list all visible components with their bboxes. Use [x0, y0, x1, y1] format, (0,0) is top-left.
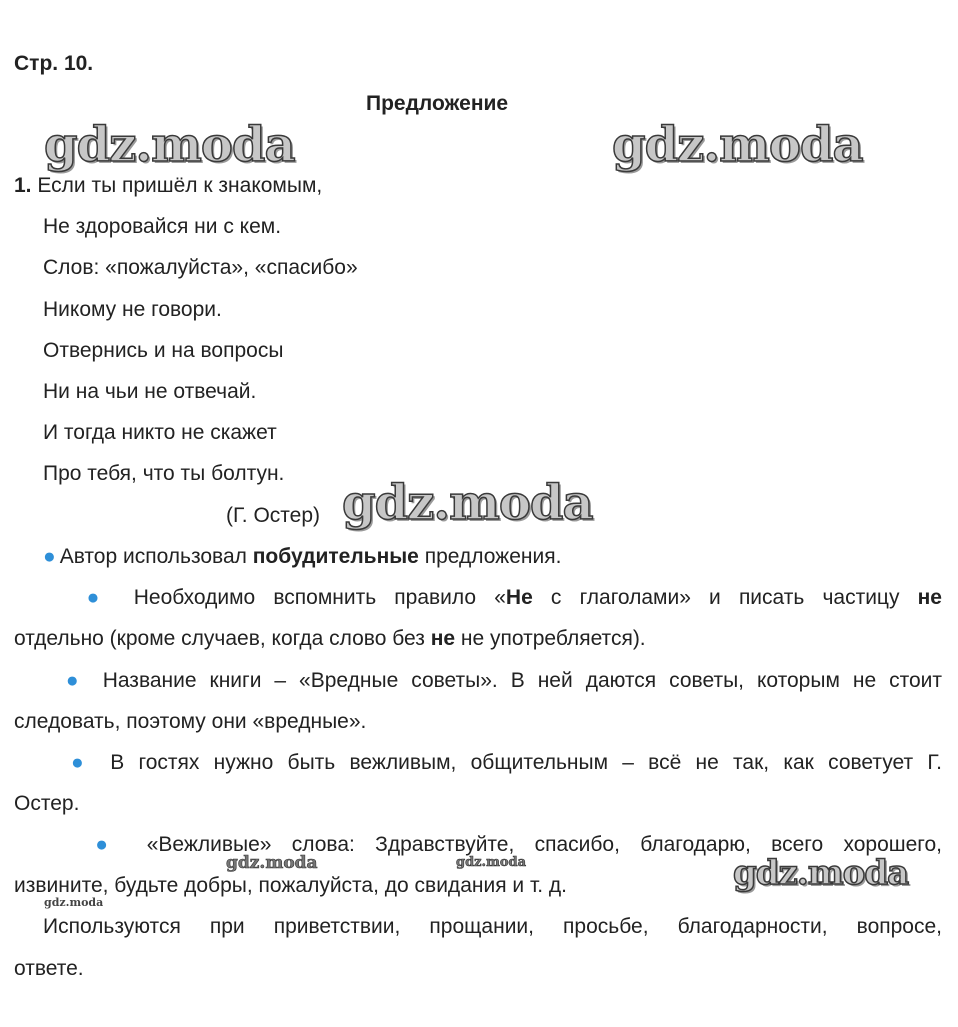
poem-line-6: Ни на чьи не отвечай. — [43, 380, 257, 403]
watermark-logo: gdz.moda — [612, 117, 863, 173]
watermark-logo: gdz.moda — [226, 853, 318, 873]
answer-2-line-1: ● Необходимо вспомнить правило «Не с глаголами» и писать частицу не — [86, 586, 942, 609]
bullet-icon: ● — [86, 586, 112, 609]
poem-line-8: Про тебя, что ты болтун. — [43, 462, 285, 485]
watermark-logo: gdz.moda — [342, 475, 593, 531]
poem-line-2: Не здоровайся ни с кем. — [43, 215, 282, 238]
bullet-icon: ● — [65, 669, 86, 692]
poem-line-4: Никому не говори. — [43, 298, 222, 321]
answer-5-line-3: Используются при приветствии, прощании, просьбе, благодарности, вопросе, — [43, 915, 942, 938]
bullet-icon: ● — [70, 751, 93, 774]
answer-5-line-1: ● «Вежливые» слова: Здравствуйте, спасибо, благодарю, всего хорошего, — [95, 833, 942, 856]
page-number: Стр. 10. — [14, 52, 94, 75]
answer-5-line-2: извините, будьте добры, пожалуйста, до свидания и т. д. — [14, 874, 568, 897]
watermark-logo: gdz.moda — [44, 896, 104, 909]
watermark-logo: gdz.moda — [733, 853, 909, 893]
exercise-number: 1. — [14, 174, 32, 197]
poem-line-5: Отвернись и на вопросы — [43, 339, 284, 362]
poem-line-7: И тогда никто не скажет — [43, 421, 277, 444]
bullet-icon: ● — [95, 833, 123, 856]
answer-3-line-1: ● Название книги – «Вредные советы». В ней даются советы, которым не стоит — [65, 669, 943, 692]
answer-4-line-1: ● В гостях нужно быть вежливым, общительным – всё не так, как советует Г. — [70, 751, 942, 774]
poem-line-3: Слов: «пожалуйста», «спасибо» — [43, 256, 358, 279]
answer-1: ● Автор использовал побудительные предложения. — [43, 545, 562, 568]
bullet-icon: ● — [43, 545, 56, 568]
poem-line-1: 1. Если ты пришёл к знакомым, — [14, 174, 323, 197]
watermark-logo: gdz.moda — [44, 117, 295, 173]
answer-3-line-2: следовать, поэтому они «вредные». — [14, 710, 367, 733]
answer-4-line-2: Остер. — [14, 792, 80, 815]
watermark-logo: gdz.moda — [456, 855, 527, 870]
poem-author: (Г. Остер) — [226, 504, 321, 527]
section-title: Предложение — [366, 92, 509, 115]
answer-5-line-4: ответе. — [14, 957, 84, 980]
answer-2-line-2: отдельно (кроме случаев, когда слово без не не употребляется). — [14, 627, 646, 650]
